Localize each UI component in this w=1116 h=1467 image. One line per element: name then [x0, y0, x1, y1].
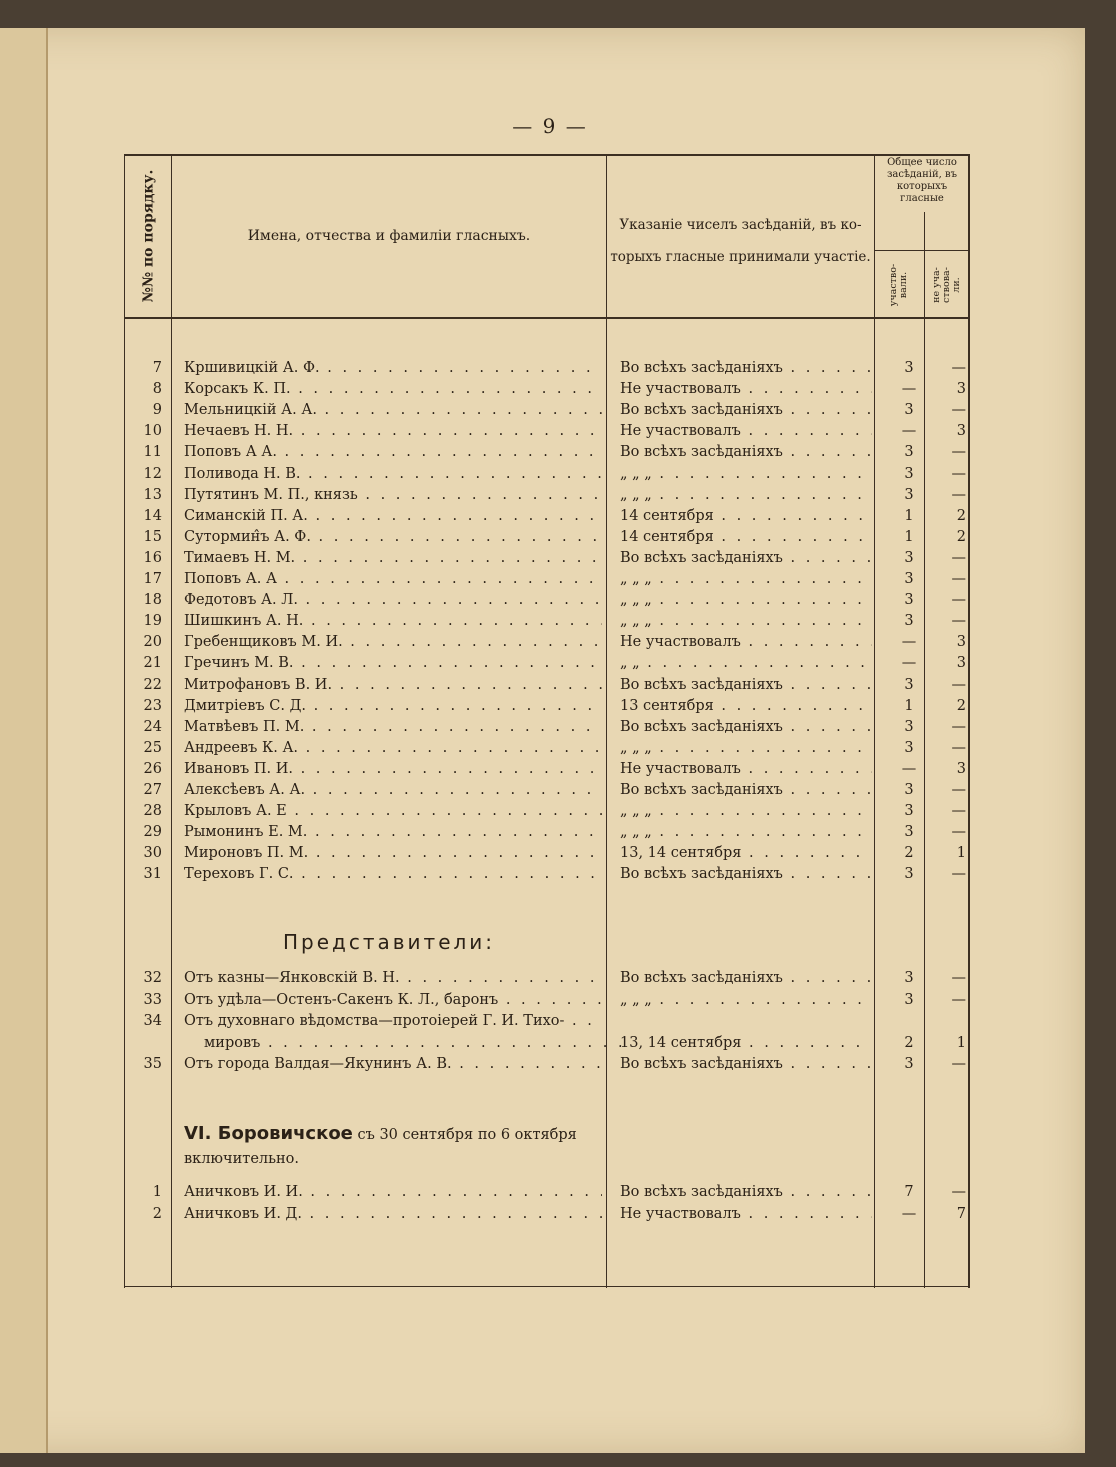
member-name: Дмитріевъ С. Д. . . . [184, 698, 602, 714]
sessions-attended: Не участвовалъ . . . [620, 381, 872, 397]
row-number: 2 [152, 1206, 162, 1222]
page-number: — 9 — [512, 114, 588, 138]
absent-count: — [951, 970, 966, 986]
sessions-attended: Не участвовалъ . . . [620, 634, 872, 650]
table-row [124, 550, 970, 571]
row-number: 25 [143, 739, 162, 756]
member-name: Путятинъ М. П., князь . . . [184, 487, 602, 503]
table-row [124, 992, 970, 1013]
absent-count: — [951, 360, 966, 376]
participated-count: 1 [904, 507, 914, 524]
sessions-attended: „ „ „ . . . [620, 487, 872, 503]
sessions-attended: „ „ „ . . . [620, 571, 872, 587]
member-name: Гребенщиковъ М. И. . . . [184, 634, 602, 650]
participated-count: 3 [904, 803, 914, 820]
sessions-attended: Не участвовалъ . . . [620, 423, 872, 439]
attendance-table [124, 154, 970, 1288]
participated-count: 3 [904, 465, 914, 482]
participated-count: 7 [904, 1184, 914, 1200]
member-name: Нечаевъ Н. Н. . . . [184, 423, 602, 439]
absent-count: — [951, 782, 966, 798]
participated-count: — [901, 381, 917, 398]
previous-page-edge [0, 28, 48, 1453]
absent-count: — [951, 676, 966, 693]
table-row [124, 740, 970, 761]
sessions-attended: Во всѣхъ засѣданіяхъ . . . [620, 402, 872, 418]
participated-count: 3 [904, 1056, 914, 1073]
sessions-attended: Во всѣхъ засѣданіяхъ . . . [620, 782, 872, 798]
row-number: 24 [143, 718, 162, 735]
absent-count: — [951, 1184, 966, 1200]
member-name: Отъ духовнаго вѣдомства—протоіерей Г. И. Тихо- . . . [184, 1013, 602, 1029]
member-name: Крыловъ А. Е . . . [184, 803, 602, 819]
participated-count: 3 [904, 970, 914, 986]
absent-count: 3 [956, 634, 966, 651]
member-name: Шишкинъ А. Н. . . . [184, 613, 602, 629]
participated-count: 3 [904, 824, 914, 841]
absent-count: 3 [956, 655, 966, 672]
member-name: Митрофановъ В. И. . . . [184, 677, 602, 693]
not-participated-header [932, 256, 962, 314]
absent-count: 1 [956, 1034, 966, 1051]
table-row [124, 1184, 970, 1205]
sessions-attended: 13, 14 сентября . . . [620, 1035, 872, 1051]
table-row [124, 592, 970, 613]
participated-count: 3 [904, 782, 914, 798]
total-header-divider [874, 250, 970, 251]
sessions-attended: 14 сентября . . . [620, 529, 872, 545]
participated-count: 3 [904, 613, 914, 630]
row-number: 34 [143, 1013, 162, 1030]
table-row [124, 1206, 970, 1227]
row-number: 28 [143, 803, 162, 820]
absent-count: — [951, 549, 966, 566]
member-name: Отъ удѣла—Остенъ-Сакенъ К. Л., баронъ . . . [184, 992, 602, 1008]
sessions-attended: Не участвовалъ . . . [620, 1206, 872, 1222]
participated-count: 3 [904, 739, 914, 756]
member-name: Мельницкій А. А. . . . [184, 402, 602, 418]
sessions-attended: „ „ „ . . . [620, 613, 872, 629]
participated-count: 2 [904, 845, 914, 862]
participated-count: 3 [904, 486, 914, 503]
participated-count: — [901, 760, 917, 777]
absent-count: — [951, 402, 966, 419]
member-name: Алексѣевъ А. А. . . . [184, 782, 602, 798]
member-name: Поповъ А. А . . . [184, 571, 602, 587]
absent-count: — [951, 592, 966, 609]
sessions-attended: Во всѣхъ засѣданіяхъ . . . [620, 866, 872, 882]
absent-count: — [951, 739, 966, 756]
total-column-header: Общее число засѣданій, въ которыхъ гласные [886, 157, 958, 204]
participated-count: 1 [904, 528, 914, 545]
member-name: Отъ казны—Янковскій В. Н. . . . [184, 970, 602, 986]
sessions-attended: Во всѣхъ засѣданіяхъ . . . [620, 360, 872, 376]
table-row [124, 845, 970, 866]
participated-count: 3 [904, 866, 914, 883]
absent-count: 2 [956, 507, 966, 524]
member-name: Матвѣевъ П. М. . . . [184, 719, 602, 735]
table-row [124, 571, 970, 592]
absent-count: — [951, 866, 966, 883]
sessions-attended: 14 сентября . . . [620, 508, 872, 524]
row-number: 22 [143, 676, 162, 693]
participated-count: — [901, 1206, 917, 1222]
row-number: 31 [143, 866, 162, 883]
participated-count: 3 [904, 718, 914, 735]
table-row [124, 824, 970, 845]
table-row [124, 613, 970, 634]
member-name: Аничковъ И. И. . . . [184, 1184, 602, 1200]
absent-count: 2 [956, 528, 966, 545]
row-number: 8 [152, 381, 162, 398]
table-row [124, 719, 970, 740]
row-number: 9 [152, 402, 162, 419]
row-number: 16 [143, 549, 162, 566]
row-number: 7 [152, 360, 162, 376]
table-row [124, 466, 970, 487]
participated-count: — [901, 634, 917, 651]
row-number: 23 [143, 697, 162, 714]
row-number: 18 [143, 592, 162, 609]
absent-count: 3 [956, 423, 966, 440]
table-row [124, 487, 970, 508]
participated-count: 1 [904, 697, 914, 714]
absent-count: 3 [956, 760, 966, 777]
absent-count: — [951, 803, 966, 820]
row-number: 26 [143, 760, 162, 777]
member-name: Андреевъ К. А. . . . [184, 740, 602, 756]
absent-count: 2 [956, 697, 966, 714]
participated-count: 2 [904, 1034, 914, 1051]
absent-count: — [951, 1056, 966, 1073]
row-number: 14 [143, 507, 162, 524]
row-number: 12 [143, 465, 162, 482]
participated-count: 3 [904, 676, 914, 693]
row-number: 35 [143, 1056, 162, 1073]
table-row [124, 1013, 970, 1034]
sessions-attended: 13 сентября . . . [620, 698, 872, 714]
participated-count: 3 [904, 571, 914, 587]
sessions-attended: Во всѣхъ засѣданіяхъ . . . [620, 970, 872, 986]
row-number: 21 [143, 655, 162, 672]
row-number: 27 [143, 782, 162, 798]
row-number: 19 [143, 613, 162, 630]
member-name: Симанскій П. А. . . . [184, 508, 602, 524]
member-name: Гречинъ М. В. . . . [184, 655, 602, 671]
absent-count: — [951, 991, 966, 1008]
row-number: 13 [143, 486, 162, 503]
member-name: Сутормин̂ъ А. Ф. . . . [184, 529, 602, 545]
table-row [124, 360, 970, 381]
sessions-column-header [608, 209, 873, 273]
sessions-attended: Во всѣхъ засѣданіяхъ . . . [620, 550, 872, 566]
absent-count: — [951, 571, 966, 587]
member-name: Ивановъ П. И. . . . [184, 761, 602, 777]
participated-count: — [901, 423, 917, 440]
table-row [124, 970, 970, 991]
member-name: Поливода Н. В. . . . [184, 466, 602, 482]
row-number: 1 [152, 1184, 162, 1200]
row-number: 29 [143, 824, 162, 841]
sessions-attended: Во всѣхъ засѣданіяхъ . . . [620, 1184, 872, 1200]
sessions-attended: „ „ „ . . . [620, 592, 872, 608]
table-row [124, 529, 970, 550]
table-row [124, 381, 970, 402]
district-heading-bold: VI. Боровичское [184, 1123, 353, 1144]
sessions-attended: „ „ „ . . . [620, 992, 872, 1008]
participated-count: — [901, 655, 917, 672]
row-number: 11 [143, 444, 162, 461]
member-name: Кршивицкій А. Ф. . . . [184, 360, 602, 376]
sessions-attended: Во всѣхъ засѣданіяхъ . . . [620, 1056, 872, 1072]
absent-count: — [951, 444, 966, 461]
member-name: Тимаевъ Н. М. . . . [184, 550, 602, 566]
participated-count: 3 [904, 360, 914, 376]
table-row [124, 508, 970, 529]
absent-count: 1 [956, 845, 966, 862]
sessions-attended: „ „ „ . . . [620, 466, 872, 482]
table-row [124, 1035, 970, 1056]
row-number: 30 [143, 845, 162, 862]
sessions-header-line2: торыхъ гласные принимали участіе. [610, 249, 871, 265]
member-name: Корсакъ К. П. . . . [184, 381, 602, 397]
absent-count: — [951, 486, 966, 503]
participated-count: 3 [904, 592, 914, 609]
participated-count: 3 [904, 549, 914, 566]
member-name: Федотовъ А. Л. . . . [184, 592, 602, 608]
member-name: Отъ города Валдая—Якунинъ А. В. . . . [184, 1056, 602, 1072]
table-row [124, 655, 970, 676]
absent-count: 3 [956, 381, 966, 398]
not-participated-header-text: не уча- ствова- ли. [931, 267, 962, 303]
sessions-header-line1: Указаніе чиселъ засѣданій, въ ко- [619, 217, 862, 233]
row-number: 10 [143, 423, 162, 440]
table-row [124, 402, 970, 423]
sessions-attended: „ „ „ . . . [620, 824, 872, 840]
names-column-header: Имена, отчества и фамиліи гласныхъ. [247, 228, 531, 244]
absent-count: — [951, 465, 966, 482]
participated-count: 3 [904, 444, 914, 461]
num-column-header-text: №№ по порядку. [140, 169, 157, 303]
row-number: 15 [143, 528, 162, 545]
member-name: мировъ . . . [204, 1035, 622, 1051]
table-row [124, 866, 970, 887]
header-bottom-border [124, 317, 970, 319]
sessions-attended: „ „ „ . . . [620, 740, 872, 756]
sessions-attended: Во всѣхъ засѣданіяхъ . . . [620, 677, 872, 693]
row-number: 20 [143, 634, 162, 651]
absent-count: — [951, 718, 966, 735]
district-heading [184, 1122, 604, 1171]
absent-count: — [951, 613, 966, 630]
table-row [124, 698, 970, 719]
sessions-attended: „ „ „ . . . [620, 803, 872, 819]
num-column-header [124, 156, 172, 316]
absent-count: 7 [956, 1206, 966, 1222]
section-title: Представители: [282, 930, 496, 954]
table-row [124, 761, 970, 782]
row-number: 32 [143, 970, 162, 986]
absent-count: — [951, 824, 966, 841]
sessions-attended: „ „ . . . [620, 655, 872, 671]
row-number: 33 [143, 991, 162, 1008]
table-row [124, 677, 970, 698]
row-number: 17 [143, 571, 162, 587]
table-row [124, 803, 970, 824]
participated-count: 3 [904, 991, 914, 1008]
table-row [124, 444, 970, 465]
sessions-attended: 13, 14 сентября . . . [620, 845, 872, 861]
participated-count: 3 [904, 402, 914, 419]
member-name: Мироновъ П. М. . . . [184, 845, 602, 861]
participated-header-text: участво- вали. [888, 263, 910, 307]
sessions-attended: Во всѣхъ засѣданіяхъ . . . [620, 444, 872, 460]
table-row [124, 634, 970, 655]
member-name: Аничковъ И. Д. . . . [184, 1206, 602, 1222]
sessions-attended: Во всѣхъ засѣданіяхъ . . . [620, 719, 872, 735]
member-name: Рымонинъ Е. М. . . . [184, 824, 602, 840]
sessions-attended: Не участвовалъ . . . [620, 761, 872, 777]
document-page [0, 28, 1085, 1453]
member-name: Тереховъ Г. С. . . . [184, 866, 602, 882]
table-bottom-border [124, 1286, 970, 1287]
participated-header [884, 256, 914, 314]
table-row [124, 1056, 970, 1077]
member-name: Поповъ А А. . . . [184, 444, 602, 460]
table-row [124, 782, 970, 803]
district-heading-rest: съ 30 сентября по 6 октября включительно. [184, 1127, 577, 1167]
table-row [124, 423, 970, 444]
